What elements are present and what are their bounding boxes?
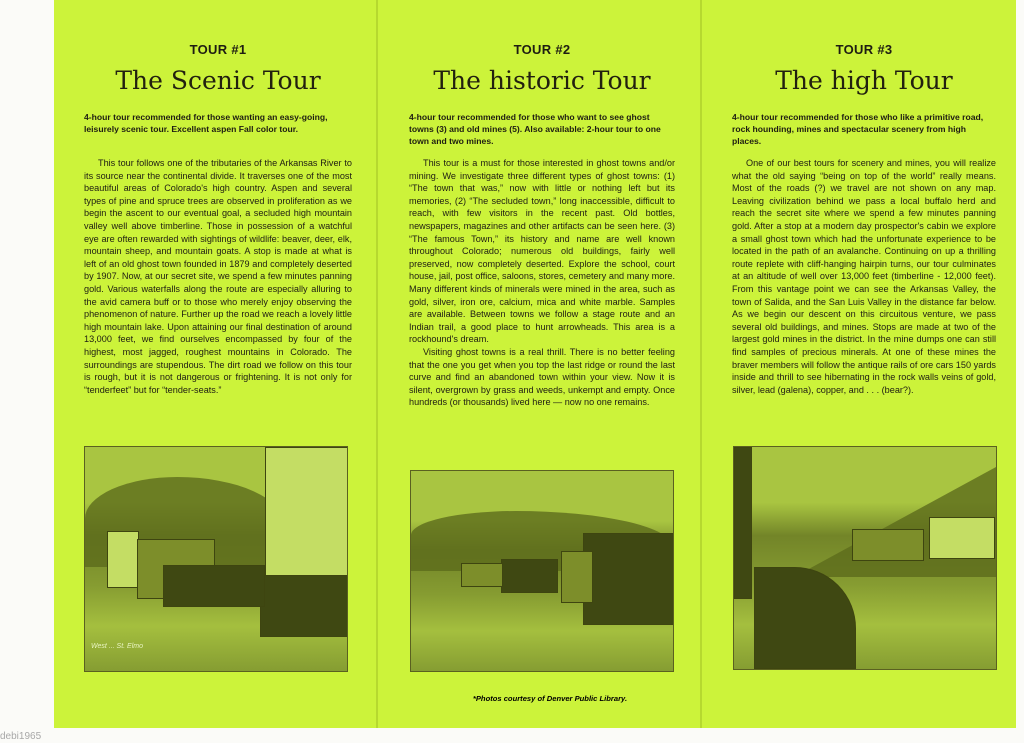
tour-lead: 4-hour tour recommended for those who like a primitive road, rock hounding, mines and spectacular scenery from high places. bbox=[732, 112, 984, 146]
tour-description bbox=[409, 157, 675, 409]
photo-caption: West ... St. Elmo bbox=[91, 643, 143, 650]
tour-title: The historic Tour bbox=[433, 66, 651, 95]
building bbox=[852, 529, 924, 561]
tour-number: TOUR #2 bbox=[513, 42, 571, 57]
tour-lead: 4-hour tour recommended for those who want to see ghost towns (3) and old mines (5). Also available: 2-hour tour to one town and two mines. bbox=[409, 112, 661, 146]
building bbox=[561, 551, 593, 603]
building bbox=[107, 531, 139, 588]
paragraph: This tour is a must for those interested in ghost towns and/or mining. We investigate three different types of ghost towns: (1) “The town that was,” now with little or nothing left but its memories, (2) “The secluded town,” long inaccessible, difficult to reach, with few visitors in the recent past. Old bottles, newspapers, magazines and other artifacts can be seen here. (3) “The famous Town,” its history and name are well known throughout Colorado; numerous old buildings, fairly well preserved, now completely deserted. Explore the school, court house, jail, post office, saloons, stores, cemetery and many more. Many different kinds of minerals were mined in the area, such as gold, silver, iron ore, calcium, mica and white marble. Samples are available. Between towns we follow a stage route and an Indian trail, a good place to hunt arrowheads. This area is a rockhound's dream. bbox=[409, 158, 675, 345]
tour-number: TOUR #1 bbox=[189, 42, 247, 57]
tour-title: The Scenic Tour bbox=[115, 66, 321, 95]
tour-description bbox=[84, 157, 352, 396]
building bbox=[583, 533, 674, 625]
paragraph: One of our best tours for scenery and mines, you will realize what the old saying “being on top of the world” really means. Most of the roads (?) we travel are not shown on any map. Leaving civilization behind we pass a local buffalo herd and reach the secret site where we spend a few minutes panning gold. After a stop at a modern day prospector's cabin we explore a small ghost town which had the unfortunate experience to be located in the path of an avalanche. Continuing on up a thrilling route replete with cliff-hanging hairpin turns, our tour culminates at an altitude of well over 13,000 feet (timberline - 12,000 feet). From this vantage point we can see the Arkansas Valley, the town of Salida, and the San Luis Valley in the distance far below. As we begin our descent on this circuitous venture, we pass several old buildings, and mines. Stops are made at two of the largest gold mines in the district. In the mine dumps one can still find samples of precious minerals. At one of these mines the braver members will follow the antique rails of ore cars 150 yards inside and thrill to see hibernating in the rock walls veins of gold, silver, lead (galena), copper, and . . . (bear?). bbox=[732, 158, 996, 395]
building bbox=[461, 563, 503, 587]
paragraph: This tour follows one of the tributaries of the Arkansas River to its source near the continental divide. It traverses one of the most beautiful areas of Colorado's high country. Aspen and several types of pine and spruce trees are observed in proliferation as we begin the ascent to our eventual goal, a secluded high mountain valley well above timberline. Those in possession of a watchful eye are often rewarded with sightings of wildlife: beaver, deer, elk, mountain sheep, and mountain goats. A stop is made at what is left of an old ghost town founded in 1879 and completely deserted by 1907. Now, at our secret site, we spend a few minutes panning gold. Various waterfalls along the route are especially alluring to the avid camera buff or to those who merely enjoy observing the phenomenon of nature. Further up the road we reach a lovely little high mountain lake. Upon attaining our final destination of around 13,000 feet, we find ourselves encompassed by four of the highest, most jagged, roughest mountains in Colorado. The surroundings are stupendous. The dirt road we follow on this tour is rough, but it is not dangerous or frightening. It is not only for “tenderfeet” but for “tender-seats.” bbox=[84, 158, 352, 395]
watermark: debi1965 bbox=[0, 731, 42, 742]
tour-lead: 4-hour tour recommended for those wanting an easy-going, leisurely scenic tour. Excellent aspen Fall color tour. bbox=[84, 112, 328, 134]
building bbox=[260, 575, 348, 637]
photo-ghost-town-street bbox=[410, 470, 674, 672]
photo-mining-camp bbox=[733, 446, 997, 670]
photo-st-elmo-street bbox=[84, 446, 348, 672]
building bbox=[265, 447, 348, 589]
fold-line bbox=[700, 0, 702, 728]
foreground-shrubs bbox=[754, 567, 856, 669]
tour-number: TOUR #3 bbox=[835, 42, 893, 57]
paragraph: Visiting ghost towns is a real thrill. There is no better feeling that the one you get when you top the last ridge or round the last curve and find an abandoned town within your view. Now it is silent, overgrown by grass and weeds, unkempt and empty. Once hundreds (or thousands) lived here — now no one remains. bbox=[409, 346, 675, 408]
fold-line bbox=[376, 0, 378, 728]
tree bbox=[734, 447, 752, 599]
building bbox=[929, 517, 995, 559]
tour-title: The high Tour bbox=[775, 66, 953, 95]
photo-credit: *Photos courtesy of Denver Public Library. bbox=[472, 694, 628, 703]
tour-description bbox=[732, 157, 996, 396]
building bbox=[163, 565, 265, 607]
building bbox=[501, 559, 558, 593]
